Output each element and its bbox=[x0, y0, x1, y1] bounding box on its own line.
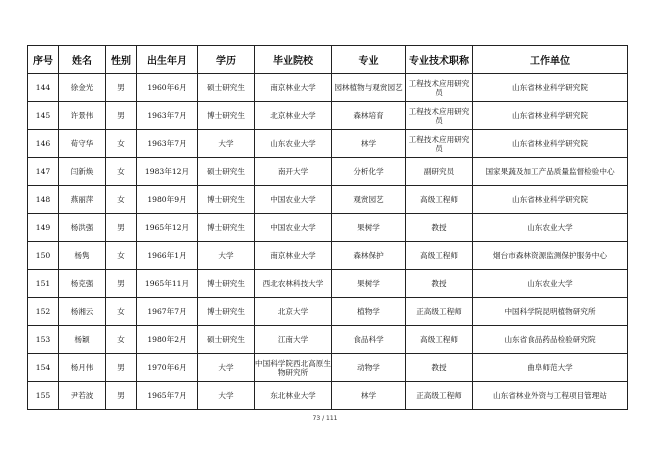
cell-title: 高级工程师 bbox=[406, 186, 473, 214]
cell-title: 工程技术应用研究员 bbox=[406, 102, 473, 130]
cell-school: 南京林业大学 bbox=[255, 242, 332, 270]
cell-gender: 女 bbox=[106, 242, 137, 270]
cell-education: 硕士研究生 bbox=[198, 74, 255, 102]
cell-birth: 1963年7月 bbox=[137, 102, 198, 130]
page-number: 73 / 111 bbox=[312, 415, 338, 422]
header-name: 姓名 bbox=[59, 46, 106, 74]
cell-birth: 1963年7月 bbox=[137, 130, 198, 158]
cell-name: 荀守华 bbox=[59, 130, 106, 158]
cell-workplace: 山东省林业科学研究院 bbox=[473, 102, 628, 130]
cell-index: 150 bbox=[28, 242, 59, 270]
table-row bbox=[28, 382, 628, 410]
cell-gender: 男 bbox=[106, 382, 137, 410]
cell-education: 博士研究生 bbox=[198, 270, 255, 298]
cell-workplace: 山东省林业外资与工程项目管理站 bbox=[473, 382, 628, 410]
cell-gender: 女 bbox=[106, 326, 137, 354]
cell-title: 教授 bbox=[406, 270, 473, 298]
cell-gender: 女 bbox=[106, 186, 137, 214]
cell-major: 动物学 bbox=[332, 354, 406, 382]
cell-gender: 女 bbox=[106, 298, 137, 326]
header-title: 专业技术职称 bbox=[406, 46, 473, 74]
cell-birth: 1965年11月 bbox=[137, 270, 198, 298]
cell-birth: 1960年6月 bbox=[137, 74, 198, 102]
cell-education: 博士研究生 bbox=[198, 186, 255, 214]
cell-workplace: 山东省林业科学研究院 bbox=[473, 74, 628, 102]
cell-birth: 1966年1月 bbox=[137, 242, 198, 270]
cell-index: 151 bbox=[28, 270, 59, 298]
cell-title: 教授 bbox=[406, 354, 473, 382]
header-school: 毕业院校 bbox=[255, 46, 332, 74]
cell-education: 大学 bbox=[198, 242, 255, 270]
cell-school: 南开大学 bbox=[255, 158, 332, 186]
cell-title: 高级工程师 bbox=[406, 242, 473, 270]
cell-title: 工程技术应用研究员 bbox=[406, 130, 473, 158]
cell-school: 江南大学 bbox=[255, 326, 332, 354]
cell-index: 145 bbox=[28, 102, 59, 130]
cell-major: 果树学 bbox=[332, 270, 406, 298]
table-row bbox=[28, 270, 628, 298]
cell-name: 杨湘云 bbox=[59, 298, 106, 326]
cell-school: 西北农林科技大学 bbox=[255, 270, 332, 298]
cell-birth: 1965年7月 bbox=[137, 382, 198, 410]
cell-school: 北京大学 bbox=[255, 298, 332, 326]
cell-school: 中国科学院西北高原生物研究所 bbox=[255, 354, 332, 382]
expert-roster-table bbox=[27, 45, 628, 410]
cell-school: 中国农业大学 bbox=[255, 214, 332, 242]
cell-major: 分析化学 bbox=[332, 158, 406, 186]
header-major: 专业 bbox=[332, 46, 406, 74]
cell-title: 高级工程师 bbox=[406, 326, 473, 354]
cell-index: 153 bbox=[28, 326, 59, 354]
cell-workplace: 中国科学院昆明植物研究所 bbox=[473, 298, 628, 326]
cell-school: 山东农业大学 bbox=[255, 130, 332, 158]
table-row bbox=[28, 214, 628, 242]
table-row bbox=[28, 186, 628, 214]
cell-workplace: 山东农业大学 bbox=[473, 214, 628, 242]
header-gender: 性别 bbox=[106, 46, 137, 74]
cell-workplace: 山东省食品药品检验研究院 bbox=[473, 326, 628, 354]
cell-index: 147 bbox=[28, 158, 59, 186]
table-row bbox=[28, 130, 628, 158]
table-row bbox=[28, 102, 628, 130]
cell-name: 杨洪强 bbox=[59, 214, 106, 242]
cell-workplace: 烟台市森林资源监测保护服务中心 bbox=[473, 242, 628, 270]
cell-name: 杨隽 bbox=[59, 242, 106, 270]
cell-workplace: 山东省林业科学研究院 bbox=[473, 130, 628, 158]
table-body bbox=[28, 74, 628, 410]
cell-gender: 男 bbox=[106, 354, 137, 382]
cell-index: 149 bbox=[28, 214, 59, 242]
cell-major: 园林植物与观赏园艺 bbox=[332, 74, 406, 102]
cell-major: 森林保护 bbox=[332, 242, 406, 270]
cell-title: 教授 bbox=[406, 214, 473, 242]
cell-education: 博士研究生 bbox=[198, 214, 255, 242]
cell-index: 146 bbox=[28, 130, 59, 158]
header-workplace: 工作单位 bbox=[473, 46, 628, 74]
cell-index: 144 bbox=[28, 74, 59, 102]
table-row bbox=[28, 74, 628, 102]
cell-title: 副研究员 bbox=[406, 158, 473, 186]
cell-major: 果树学 bbox=[332, 214, 406, 242]
cell-education: 大学 bbox=[198, 354, 255, 382]
cell-education: 博士研究生 bbox=[198, 298, 255, 326]
cell-birth: 1965年12月 bbox=[137, 214, 198, 242]
cell-major: 食品科学 bbox=[332, 326, 406, 354]
cell-education: 硕士研究生 bbox=[198, 158, 255, 186]
cell-name: 杨月伟 bbox=[59, 354, 106, 382]
cell-gender: 女 bbox=[106, 130, 137, 158]
cell-name: 燕丽萍 bbox=[59, 186, 106, 214]
cell-birth: 1967年7月 bbox=[137, 298, 198, 326]
table-row bbox=[28, 158, 628, 186]
cell-name: 尹若波 bbox=[59, 382, 106, 410]
cell-index: 148 bbox=[28, 186, 59, 214]
cell-major: 森林培育 bbox=[332, 102, 406, 130]
cell-gender: 男 bbox=[106, 102, 137, 130]
header-education: 学历 bbox=[198, 46, 255, 74]
cell-school: 北京林业大学 bbox=[255, 102, 332, 130]
cell-gender: 女 bbox=[106, 158, 137, 186]
cell-birth: 1970年6月 bbox=[137, 354, 198, 382]
cell-education: 博士研究生 bbox=[198, 102, 255, 130]
cell-major: 林学 bbox=[332, 130, 406, 158]
table-row bbox=[28, 354, 628, 382]
cell-gender: 男 bbox=[106, 270, 137, 298]
cell-major: 林学 bbox=[332, 382, 406, 410]
cell-major: 植物学 bbox=[332, 298, 406, 326]
cell-title: 正高级工程师 bbox=[406, 382, 473, 410]
cell-birth: 1983年12月 bbox=[137, 158, 198, 186]
cell-birth: 1980年2月 bbox=[137, 326, 198, 354]
cell-workplace: 曲阜师范大学 bbox=[473, 354, 628, 382]
cell-birth: 1980年9月 bbox=[137, 186, 198, 214]
cell-workplace: 山东省林业科学研究院 bbox=[473, 186, 628, 214]
cell-title: 工程技术应用研究员 bbox=[406, 74, 473, 102]
cell-name: 闫新焕 bbox=[59, 158, 106, 186]
cell-workplace: 国家果蔬及加工产品质量监督检验中心 bbox=[473, 158, 628, 186]
cell-education: 硕士研究生 bbox=[198, 326, 255, 354]
table-row bbox=[28, 326, 628, 354]
cell-education: 大学 bbox=[198, 130, 255, 158]
cell-title: 正高级工程师 bbox=[406, 298, 473, 326]
header-birth: 出生年月 bbox=[137, 46, 198, 74]
cell-gender: 男 bbox=[106, 214, 137, 242]
cell-name: 杨颖 bbox=[59, 326, 106, 354]
cell-index: 152 bbox=[28, 298, 59, 326]
cell-name: 许景伟 bbox=[59, 102, 106, 130]
cell-school: 东北林业大学 bbox=[255, 382, 332, 410]
cell-gender: 男 bbox=[106, 74, 137, 102]
cell-workplace: 山东农业大学 bbox=[473, 270, 628, 298]
cell-school: 南京林业大学 bbox=[255, 74, 332, 102]
cell-index: 154 bbox=[28, 354, 59, 382]
header-index: 序号 bbox=[28, 46, 59, 74]
cell-school: 中国农业大学 bbox=[255, 186, 332, 214]
cell-name: 杨克强 bbox=[59, 270, 106, 298]
table-row bbox=[28, 298, 628, 326]
cell-major: 观赏园艺 bbox=[332, 186, 406, 214]
cell-index: 155 bbox=[28, 382, 59, 410]
cell-name: 徐金光 bbox=[59, 74, 106, 102]
table-row bbox=[28, 242, 628, 270]
cell-education: 大学 bbox=[198, 382, 255, 410]
table-header-row bbox=[28, 46, 628, 74]
